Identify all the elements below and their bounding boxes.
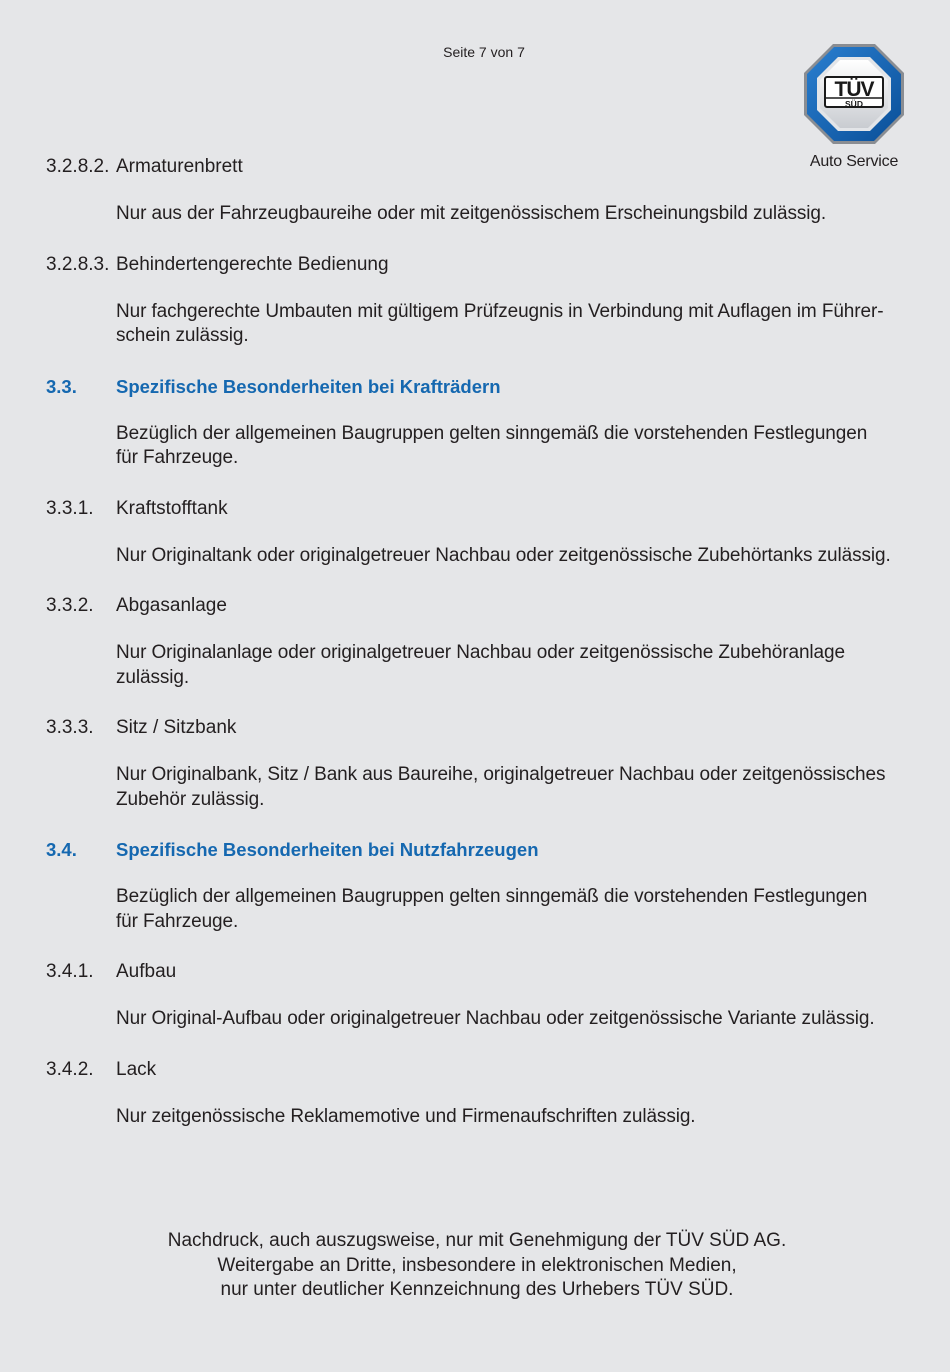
paragraph-line: zulässig.: [116, 666, 190, 688]
section-paragraph: [116, 300, 916, 349]
section-title: Lack: [116, 1058, 157, 1080]
section-heading-main: [0, 373, 950, 401]
paragraph-line: für Fahrzeuge.: [116, 910, 239, 932]
page-number: Seite 7 von 7: [443, 44, 525, 60]
section-heading: [0, 251, 950, 279]
section-paragraph: Nur Originaltank oder originalgetreuer Nachbau oder zeitgenössische Zubehörtanks zulässig.: [116, 544, 891, 566]
section-number: 3.3.3.: [46, 717, 94, 738]
paragraph-line: Zubehör zulässig.: [116, 788, 265, 810]
section-title: Abgasanlage: [116, 595, 227, 616]
section-heading: [0, 714, 950, 742]
tuv-sud-logo: [803, 43, 905, 145]
logo-text-top: TÜV: [834, 78, 874, 101]
paragraph-line: Nur fachgerechte Umbauten mit gültigem Prüfzeugnis in Verbindung mit Auflagen im Führer-: [116, 300, 884, 322]
section-paragraph: Nur Original-Aufbau oder originalgetreuer Nachbau oder zeitgenössische Variante zulässig.: [116, 1008, 875, 1029]
section-heading-main: [0, 836, 950, 864]
section-number: 3.4.: [46, 839, 77, 860]
section-paragraph: Nur aus der Fahrzeugbaureihe oder mit zeitgenössischem Erscheinungsbild zulässig.: [116, 203, 827, 224]
logo-caption: Auto Service: [809, 153, 899, 170]
section-title: Spezifische Besonderheiten bei Krafträdern: [116, 375, 501, 397]
paragraph-line: Bezüglich der allgemeinen Baugruppen gelten sinngemäß die vorstehenden Festlegungen: [116, 422, 868, 444]
section-heading: [0, 495, 950, 523]
footer-notice: [0, 1229, 950, 1303]
footer-line: Weitergabe an Dritte, insbesondere in elektronischen Medien,: [217, 1254, 737, 1276]
footer-line: Nachdruck, auch auszugsweise, nur mit Genehmigung der TÜV SÜD AG.: [167, 1230, 787, 1251]
section-title: Behindertengerechte Bedienung: [116, 253, 389, 275]
logo-text-bottom: SÜD: [845, 99, 863, 109]
section-paragraph: [116, 422, 916, 471]
section-number: 3.3.2.: [46, 595, 94, 616]
section-paragraph: Nur zeitgenössische Reklamemotive und Firmenaufschriften zulässig.: [116, 1105, 696, 1127]
section-title: Sitz / Sitzbank: [116, 717, 237, 738]
section-title: Armaturenbrett: [116, 156, 243, 177]
section-number: 3.3.1.: [46, 497, 94, 519]
paragraph-line: Nur Originalanlage oder originalgetreuer Nachbau oder zeitgenössische Zubehöranlage: [116, 642, 845, 663]
footer-line: nur unter deutlicher Kennzeichnung des Urhebers TÜV SÜD.: [220, 1279, 734, 1300]
paragraph-line: Nur Originalbank, Sitz / Bank aus Baureihe, originalgetreuer Nachbau oder zeitgenössisches: [116, 764, 886, 785]
section-number: 3.4.1.: [46, 961, 94, 982]
section-title: Aufbau: [116, 961, 177, 982]
section-heading: [0, 153, 950, 181]
section-heading: [0, 958, 950, 986]
document-body: [0, 153, 950, 1153]
section-number: 3.3.: [46, 375, 77, 397]
section-title: Spezifische Besonderheiten bei Nutzfahrzeugen: [116, 839, 539, 860]
section-number: 3.4.2.: [46, 1058, 94, 1080]
section-number: 3.2.8.3.: [46, 253, 110, 275]
section-paragraph: [116, 641, 916, 690]
paragraph-line: für Fahrzeuge.: [116, 447, 239, 468]
paragraph-line: Bezüglich der allgemeinen Baugruppen gelten sinngemäß die vorstehenden Festlegungen: [116, 886, 868, 907]
paragraph-line: schein zulässig.: [116, 325, 249, 346]
section-heading: [0, 1056, 950, 1084]
section-paragraph: [116, 885, 916, 934]
section-heading: [0, 592, 950, 620]
section-title: Kraftstofftank: [116, 497, 228, 519]
section-number: 3.2.8.2.: [46, 156, 110, 177]
section-paragraph: [116, 763, 916, 812]
